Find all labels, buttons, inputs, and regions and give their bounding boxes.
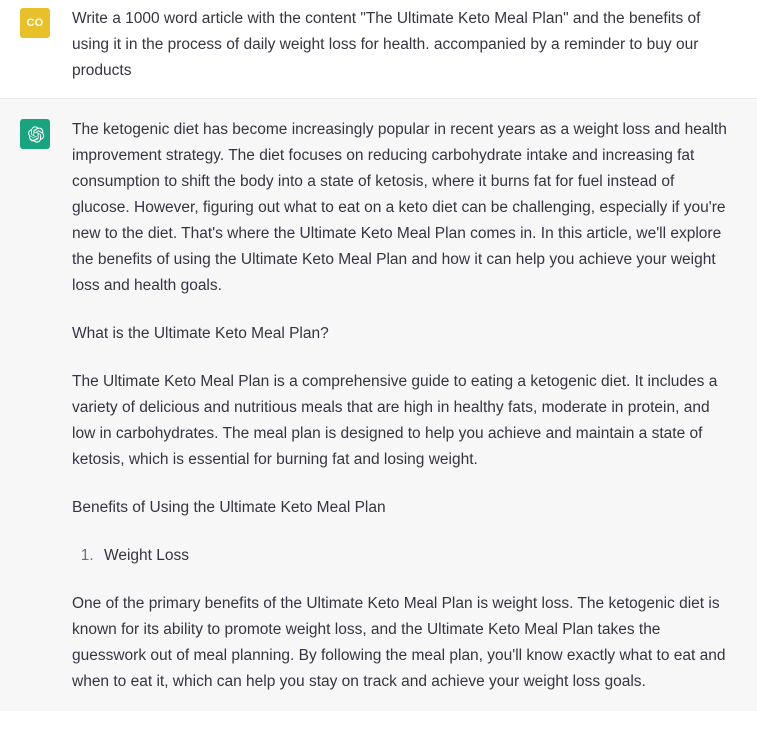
openai-logo-icon [20, 119, 50, 149]
assistant-benefits-list [72, 543, 732, 569]
chat-turn-assistant [0, 98, 757, 711]
assistant-paragraph-3: The Ultimate Keto Meal Plan is a comprehensive guide to eating a ketogenic diet. It includes a variety of delicious and nutritious meals that are high in healthy fats, moderate in protein, and low in carbohydrates. The meal plan is designed to help you achieve and maintain a state of ketosis, which is essential for burning fat and losing weight. [72, 373, 718, 468]
user-message-paragraph: Write a 1000 word article with the content "The Ultimate Keto Meal Plan" and the benefits of using it in the process of daily weight loss for health. accompanied by a reminder to buy our products [72, 10, 701, 79]
assistant-paragraph-5: One of the primary benefits of the Ultimate Keto Meal Plan is weight loss. The ketogenic diet is known for its ability to promote weight loss, and the Ultimate Keto Meal Plan takes the guesswork out of meal planning. By following the meal plan, you'll know exactly what to eat and when to eat it, which can help you stay on track and achieve your weight loss goals. [72, 595, 726, 690]
assistant-paragraph-1: The ketogenic diet has become increasingly popular in recent years as a weight loss and health improvement strategy. The diet focuses on reducing carbohydrate intake and increasing fat consumption to shift the body into a state of ketosis, where it burns fat for fuel instead of glucose. However, figuring out what to eat on a keto diet can be challenging, especially if you're new to the diet. That's where the Ultimate Keto Meal Plan comes in. In this article, we'll explore the benefits of using the Ultimate Keto Meal Plan and how it can help you achieve your weight loss and health goals. [72, 121, 727, 294]
assistant-paragraph-4: Benefits of Using the Ultimate Keto Meal Plan [72, 499, 386, 516]
list-item: 1. Weight Loss [98, 543, 732, 569]
user-message-body [72, 6, 732, 84]
user-avatar-initials [20, 8, 50, 38]
chat-turn-user [0, 0, 757, 98]
assistant-message-body [72, 117, 732, 695]
assistant-paragraph-2: What is the Ultimate Keto Meal Plan? [72, 325, 329, 342]
user-avatar-label: CO [26, 17, 44, 29]
